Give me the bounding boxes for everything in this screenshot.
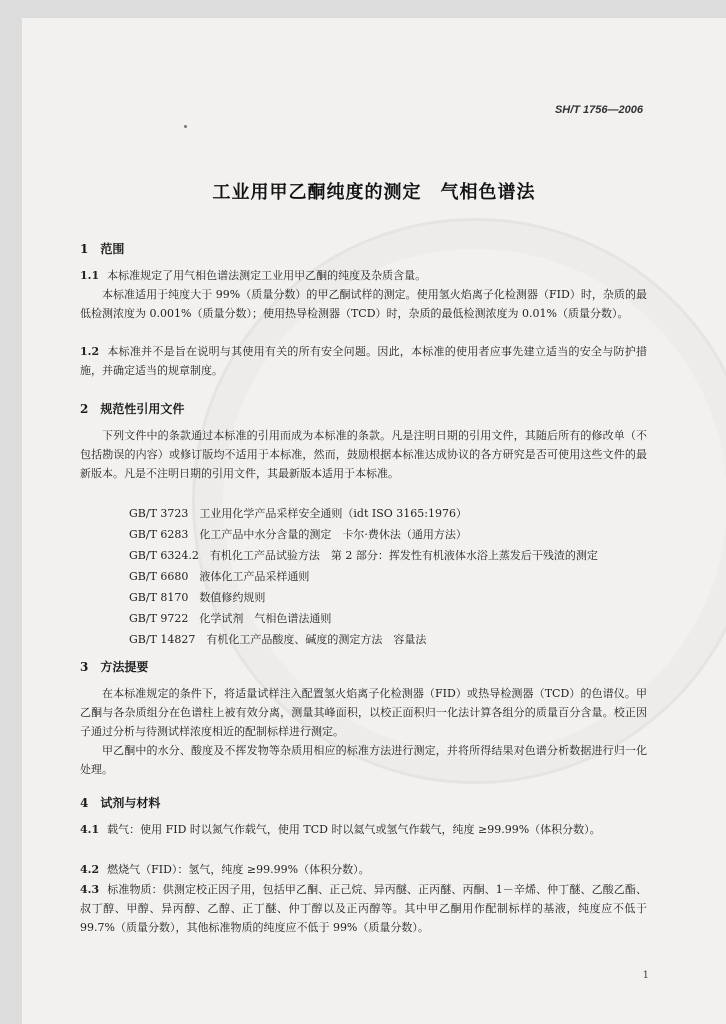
clause-4-1: [80, 820, 647, 839]
reference-item: GB/T 6680 液体化工产品采样通则: [129, 570, 310, 583]
clause-number: 4.3: [80, 883, 100, 896]
section-2-heading: 2 规范性引用文件: [80, 402, 185, 416]
clause-text: 标准物质：供测定校正因子用，包括甲乙酮、正己烷、异丙醚、正丙醚、丙酮、1－辛烯、仲丁醚、乙酸乙酯、叔丁醇、甲醇、异丙醇、乙醇、正丁醚、仲丁醇以及正丙醇等。其中甲乙酮用作配制标样的基液，纯度应不低于 99.7%（质量分数），其他标准物质的纯度应不低于 99%（质量分数）。: [80, 883, 647, 934]
document-page: [22, 18, 726, 1024]
clause-text: 载气：使用 FID 时以氮气作载气，使用 TCD 时以氦气或氢气作载气，纯度 ≥99.99%（体积分数）。: [107, 823, 601, 836]
clause-number: 1.1: [80, 269, 100, 282]
section-2-intro: 下列文件中的条款通过本标准的引用而成为本标准的条款。凡是注明日期的引用文件，其随后所有的修改单（不包括勘误的内容）或修订版均不适用于本标准，然而，鼓励根据本标准达成协议的各方研究是否可使用这些文件的最新版本。凡是不注明日期的引用文件，其最新版本适用于本标准。: [80, 429, 647, 480]
clause-number: 4.2: [80, 863, 100, 876]
reference-item: GB/T 3723 工业用化学产品采样安全通则（idt ISO 3165:1976）: [129, 507, 467, 520]
scan-dot: [184, 125, 187, 128]
section-4-heading: 4 试剂与材料: [80, 796, 161, 810]
standard-code: SH/T 1756—2006: [554, 104, 643, 116]
clause-1-2: [80, 342, 647, 380]
clause-1-1-paragraph: 本标准适用于纯度大于 99%（质量分数）的甲乙酮试样的测定。使用氢火焰离子化检测器（FID）时，杂质的最低检测浓度为 0.001%（质量分数）；使用热导检测器（TCD）时，杂质的最低检测浓度为 0.01%（质量分数）。: [80, 288, 647, 320]
section-3-paragraph-1: 在本标准规定的条件下，将适量试样注入配置氢火焰离子化检测器（FID）或热导检测器（TCD）的色谱仪。甲乙酮与各杂质组分在色谱柱上被有效分离，测量其峰面积，以校正面积归一化法计算各组分的质量百分含量。校正因子通过分析与待测试样浓度相近的配制标样进行测定。: [80, 687, 647, 738]
page-number: 1: [642, 970, 649, 981]
section-3-paragraph-2: 甲乙酮中的水分、酸度及不挥发物等杂质用相应的标准方法进行测定，并将所得结果对色谱分析数据进行归一化处理。: [80, 744, 647, 776]
clause-4-3: [80, 880, 647, 937]
reference-item: GB/T 14827 有机化工产品酸度、碱度的测定方法 容量法: [129, 633, 427, 646]
clause-number: 4.1: [80, 823, 100, 836]
reference-item: GB/T 9722 化学试剂 气相色谱法通则: [129, 612, 332, 625]
reference-item: GB/T 6283 化工产品中水分含量的测定 卡尔·费休法（通用方法）: [129, 528, 467, 541]
reference-item: GB/T 6324.2 有机化工产品试验方法 第 2 部分：挥发性有机液体水浴上蒸发后干残渣的测定: [129, 549, 598, 562]
clause-text: 燃烧气（FID）：氢气，纯度 ≥99.99%（体积分数）。: [107, 863, 370, 876]
reference-item: GB/T 8170 数值修约规则: [129, 591, 266, 604]
document-title: 工业用甲乙酮纯度的测定 气相色谱法: [212, 182, 536, 203]
section-3-heading: 3 方法提要: [80, 660, 149, 674]
clause-4-2: [80, 860, 647, 879]
section-1-heading: 1 范围: [80, 242, 125, 256]
clause-text: 本标准并不是旨在说明与其使用有关的所有安全问题。因此，本标准的使用者应事先建立适当的安全与防护措施，并确定适当的规章制度。: [80, 345, 647, 377]
clause-number: 1.2: [80, 345, 100, 358]
clause-1-1: [80, 266, 647, 285]
clause-text: 本标准规定了用气相色谱法测定工业用甲乙酮的纯度及杂质含量。: [107, 269, 427, 282]
